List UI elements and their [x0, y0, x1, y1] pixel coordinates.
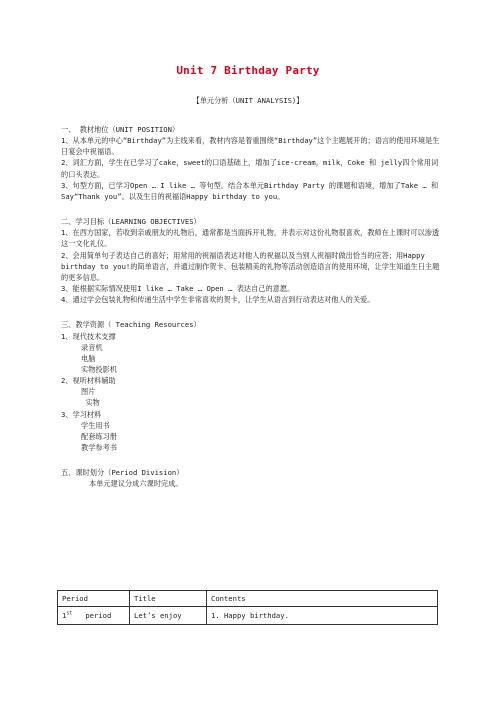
paragraph: 3、能根据实际情况使用I like … Take … Open … 表达自己的意愿。: [61, 284, 295, 294]
table-header-cell: Contents: [207, 591, 438, 607]
resource-item: 实物: [81, 398, 100, 408]
period-ordinal: st: [66, 610, 73, 617]
section-heading-position: 一、 教材地位（UNIT POSITION）: [61, 125, 180, 134]
table-cell-contents: 1. Happy birthday.: [207, 607, 438, 625]
resource-group-label: 1、现代技术支撑: [61, 331, 116, 341]
table-header-row: [58, 591, 438, 607]
table-cell-period: [58, 607, 130, 625]
analysis-heading: 【单元分析（UNIT ANALYSIS)】: [192, 96, 304, 105]
paragraph: 4、通过学会包装礼物和传递生活中学生非常喜欢的贺卡，让学生从语言到行动表达对他人的关爱。: [61, 295, 375, 305]
paragraph: 3、句型方面，已学习Open … I like … 等句型。结合本单元Birthday Party 的课题和语境，增加了Take … 和Say“Thank you”。以及生日的祝福语Happy birthday to you。: [61, 180, 439, 201]
resource-item: 配套练习册: [81, 431, 117, 441]
section-heading-objectives: 二、学习目标（LEARNING OBJECTIVES）: [61, 217, 201, 227]
section-heading-resources: 三、教学资源（ Teaching Resources）: [61, 320, 201, 330]
paragraph: 2、词汇方面，学生在已学习了cake，sweet的口语基础上，增加了ice-cream，milk，Coke 和 jelly四个常用词的口头表达。: [61, 158, 439, 179]
table-cell-title: Let’s enjoy: [130, 607, 207, 625]
table-header-cell: Period: [58, 591, 130, 607]
resource-item: 教学参考书: [81, 443, 117, 453]
resource-item: 学生用书: [81, 420, 110, 430]
paragraph: 1、在西方国家，若收到亲戚朋友的礼物后，通常都是当面拆开礼物，并表示对这份礼物很喜欢，教师在上课时可以渗透这一文化礼仪。: [61, 228, 440, 249]
resource-group-label: 2、视听材料辅助: [61, 376, 116, 386]
period-number: 1: [62, 610, 67, 620]
resource-item: 实物投影机: [81, 364, 117, 374]
paragraph: 1、从本单元的中心“Birthday”为主线来看，教材内容是着重围绕“Birthday”这个主题展开的；语言的使用环境是生日宴会中祝福语。: [61, 136, 440, 157]
document-title: Unit 7 Birthday Party: [176, 64, 320, 77]
resource-group-label: 3、学习材料: [61, 409, 102, 419]
period-table: [57, 590, 438, 625]
resource-item: 录音机: [81, 342, 103, 352]
paragraph: 2、会用简单句子表达自己的喜好；用常用的祝福语表达对他人的祝福以及当别人祝福时做出恰当的应答；用Happy birthday to you!的简单语言，并通过制作贺卡、包装精美的礼物等活动创造语言的使用环境，让学生知道生日主题的更多信息。: [61, 250, 440, 282]
table-header-cell: Title: [130, 591, 207, 607]
section-heading-periods: 五、课时划分（Period Division）: [61, 468, 184, 478]
period-note: 本单元建议分成六课时完成。: [89, 479, 183, 489]
period-word: period: [85, 610, 112, 620]
table-row: [58, 607, 438, 625]
resource-item: 电脑: [81, 353, 96, 363]
document-body: [61, 124, 443, 490]
resource-item: 图片: [81, 387, 96, 397]
